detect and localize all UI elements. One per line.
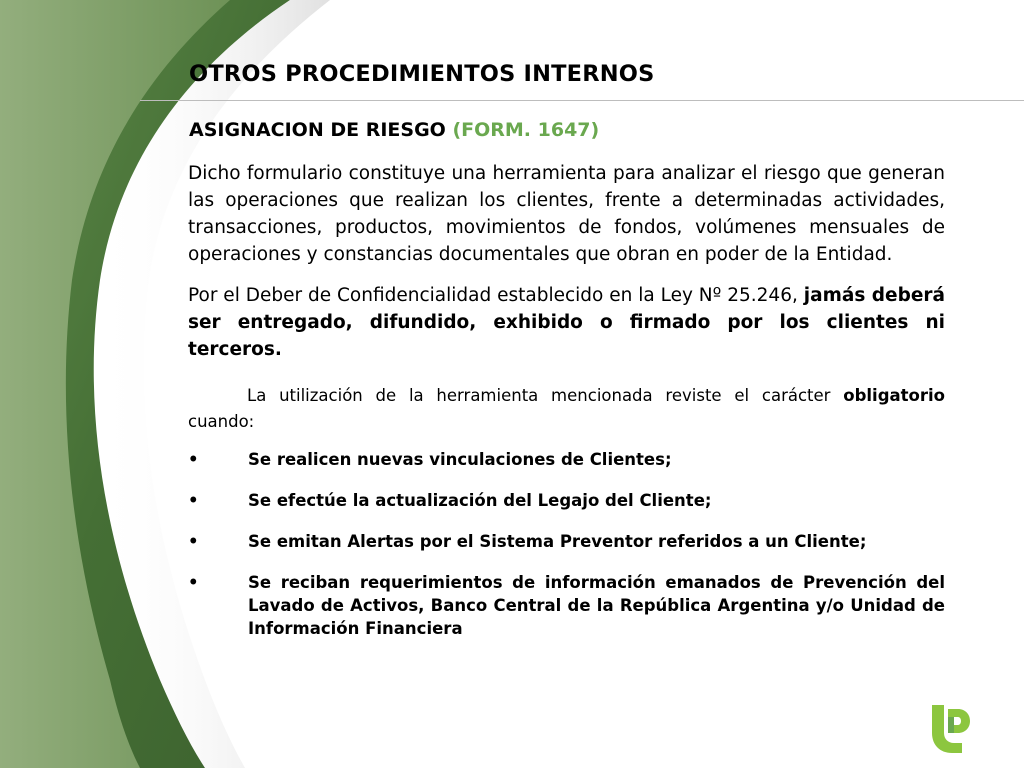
list-item — [188, 530, 945, 553]
bullet-icon: • — [188, 450, 199, 469]
bullet-icon: • — [188, 491, 199, 510]
bullet-icon: • — [188, 532, 199, 551]
paragraph-confidentiality — [188, 282, 945, 363]
bullet-icon: • — [188, 573, 199, 592]
slide-title: OTROS PROCEDIMIENTOS INTERNOS — [189, 61, 655, 87]
list-item-text: Se reciban requerimientos de información emanados de Prevención del Lavado de Activos, Banco Central de la República Argentina y/o Unidad de Información Financiera — [248, 573, 945, 638]
conditions-list — [188, 448, 945, 640]
list-item-text: Se realicen nuevas vinculaciones de Clientes; — [248, 450, 672, 469]
confidentiality-emphasis: jamás deberá ser entregado, difundido, exhibido o firmado por los clientes ni terceros. — [188, 285, 945, 360]
subtitle-form-code: (FORM. 1647) — [452, 119, 600, 141]
slide-subtitle — [189, 119, 599, 141]
title-divider — [140, 100, 1024, 101]
list-item — [188, 571, 945, 640]
paragraph-usage — [188, 383, 945, 435]
list-item-text: Se efectúe la actualización del Legajo del Cliente; — [248, 491, 712, 510]
list-item — [188, 489, 945, 512]
slide-content — [188, 160, 945, 658]
paragraph-description: Dicho formulario constituye una herramienta para analizar el riesgo que generan las operaciones que realizan los clientes, frente a determinadas actividades, transacciones, productos, movimientos de fondos, volúmenes mensuales de operaciones y constancias documentales que obran en poder de la Entidad. — [188, 163, 945, 265]
usage-lead: La utilización de la herramienta mencionada reviste el carácter — [247, 386, 831, 405]
list-item-text: Se emitan Alertas por el Sistema Preventor referidos a un Cliente; — [248, 532, 867, 551]
list-item — [188, 448, 945, 471]
subtitle-main: ASIGNACION DE RIESGO — [189, 119, 446, 141]
brand-logo-icon — [928, 703, 972, 755]
confidentiality-lead: Por el Deber de Confidencialidad establecido en la Ley Nº 25.246, — [188, 285, 798, 306]
usage-tail: cuando: — [188, 412, 255, 431]
usage-emphasis: obligatorio — [843, 386, 945, 405]
